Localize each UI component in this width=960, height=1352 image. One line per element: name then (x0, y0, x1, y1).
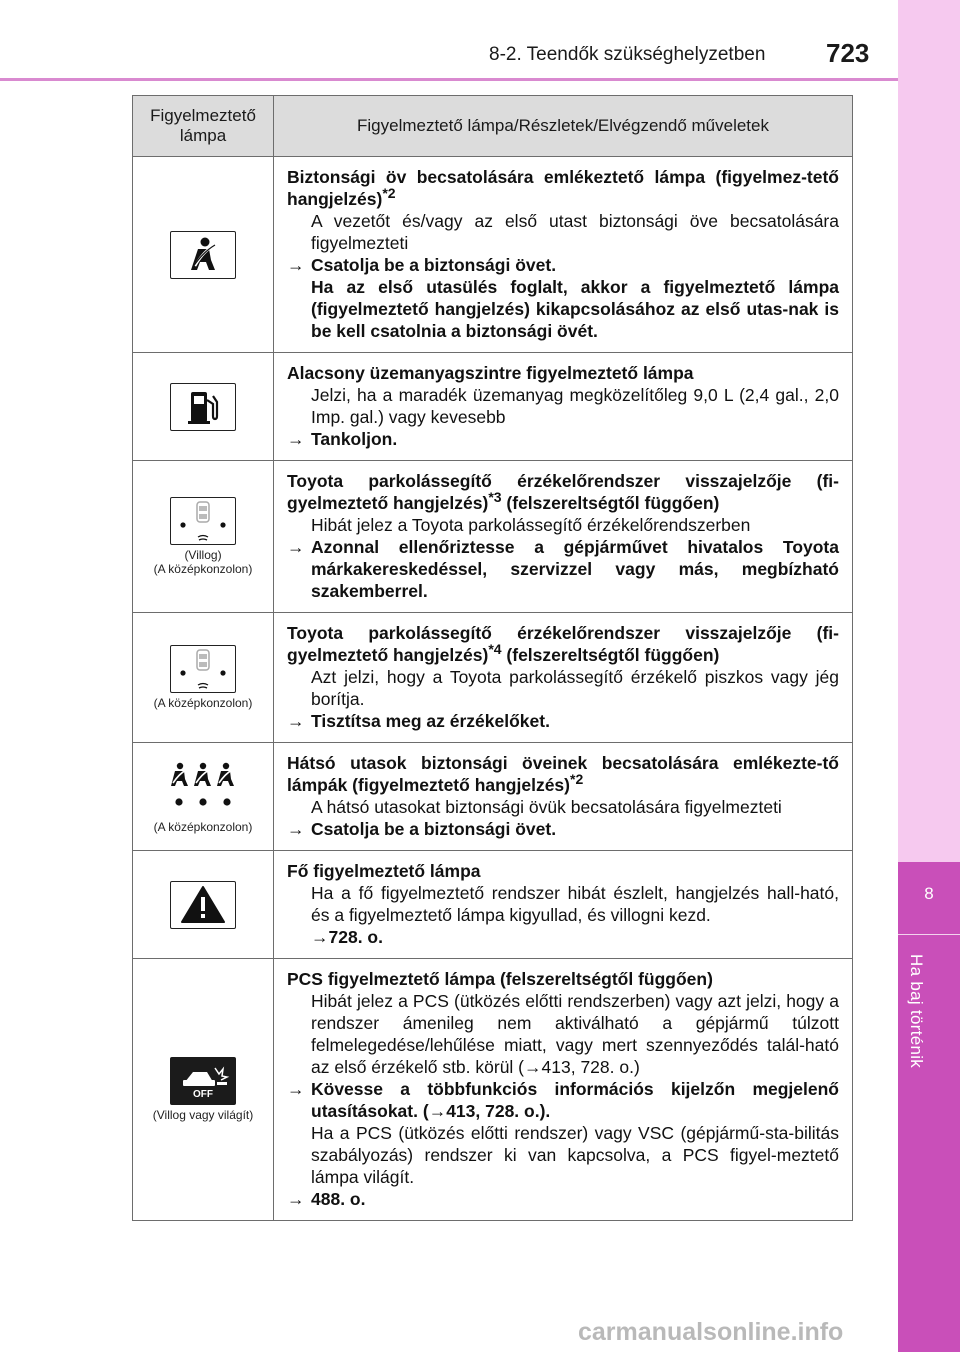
row-action: Csatolja be a biztonsági övet. (311, 819, 557, 839)
row-title: Hátsó utasok biztonsági öveinek becsatolására emlékezte-tő lámpák (figyelmeztető hangjelzés) (287, 753, 839, 795)
page-reference: 413, 728. o.). (446, 1101, 551, 1121)
detail-cell (274, 461, 853, 613)
arrow-icon: → (287, 1189, 305, 1209)
table-row (133, 461, 853, 613)
side-tab-background (898, 0, 960, 862)
page-reference: 488. o. (311, 1189, 366, 1209)
table-row (133, 613, 853, 743)
footnote-mark: *3 (488, 489, 502, 506)
arrow-icon: → (287, 429, 305, 449)
row-description: A hátsó utasokat biztonsági övük becsatolására figyelmezteti (311, 797, 782, 817)
fuel-pump-icon (170, 383, 236, 431)
chapter-title: Ha baj történik (907, 954, 926, 1069)
row-action: Tankoljon. (311, 429, 398, 449)
arrow-icon: → (428, 1101, 447, 1121)
header-rule (0, 78, 898, 81)
row-title: Toyota parkolássegítő érzékelőrendszer visszajelzője (fi-gyelmeztető hangjelzés) (287, 471, 839, 513)
table-row (133, 157, 853, 353)
icon-cell (133, 353, 274, 461)
row-description: Azt jelzi, hogy a Toyota parkolássegítő érzékelő piszkos vagy jég borítja. (311, 667, 839, 709)
row-description: Hibát jelez a Toyota parkolássegítő érzékelőrendszerben (311, 515, 751, 535)
detail-cell (274, 613, 853, 743)
page-reference: 413, 728. o.) (541, 1057, 640, 1077)
arrow-icon: → (311, 927, 329, 947)
row-title: PCS figyelmeztető lámpa (felszereltségtől függően) (287, 969, 713, 989)
icon-caption: (A középkonzolon) (153, 562, 253, 576)
parking-sensor-icon (170, 497, 236, 545)
chapter-tab-divider (898, 934, 960, 935)
col-header-lamp: Figyelmeztető lámpa (133, 96, 274, 157)
pcs-off-label: OFF (193, 1089, 213, 1100)
detail-cell (274, 959, 853, 1221)
row-title: Fő figyelmeztető lámpa (287, 861, 481, 881)
row-action: Kövesse a többfunkciós információs kijelzőn megjelenő utasításokat. ( (311, 1079, 839, 1121)
icon-cell (133, 743, 274, 851)
icon-cell (133, 157, 274, 353)
row-description: A vezetőt és/vagy az első utast biztonsági öve becsatolására figyelmezteti (311, 211, 839, 253)
col-header-details: Figyelmeztető lámpa/Részletek/Elvégzendő műveletek (274, 96, 853, 157)
row-title: Alacsony üzemanyagszintre figyelmeztető lámpa (287, 363, 694, 383)
icon-cell (133, 959, 274, 1221)
icon-caption: (A középkonzolon) (153, 819, 253, 834)
rear-seatbelt-icon (167, 760, 239, 812)
icon-cell (133, 613, 274, 743)
table-row (133, 851, 853, 959)
detail-cell (274, 157, 853, 353)
table-row (133, 959, 853, 1221)
row-title: Toyota parkolássegítő érzékelőrendszer visszajelzője (fi-gyelmeztető hangjelzés) (287, 623, 839, 665)
row-description: Hibát jelez a PCS (ütközés előtti rendszerben) vagy azt jelzi, hogy a rendszer ámenileg nem aktiválható a gépjármű túlzott felmelegedése/lehűlése miatt, vagy mert szennyeződés talál-ható az első érzékelő stb. körül ( (311, 991, 839, 1077)
warning-lamp-table (132, 95, 853, 1221)
table-row (133, 353, 853, 461)
footnote-mark: *4 (488, 641, 502, 658)
row-action: Azonnal ellenőriztesse a gépjárművet hivatalos Toyota márkakereskedéssel, szervizzel vagy más, megbízható szakemberrel. (311, 537, 839, 601)
row-description: Jelzi, ha a maradék üzemanyag megközelítőleg 9,0 L (2,4 gal., 2,0 Imp. gal.) vagy kevesebb (311, 385, 839, 427)
seatbelt-icon (170, 231, 236, 279)
master-warning-icon (170, 881, 236, 929)
icon-caption: (Villog) (184, 548, 222, 562)
row-title-suffix: (felszereltségtől függően) (501, 645, 720, 665)
arrow-icon: → (287, 255, 305, 275)
chapter-number: 8 (924, 884, 934, 903)
page-reference: 728. o. (328, 927, 383, 947)
detail-cell (274, 353, 853, 461)
table-row (133, 743, 853, 851)
icon-caption: (Villog vagy világít) (152, 1108, 254, 1122)
row-description: Ha a fő figyelmeztető rendszer hibát észlelt, hangjelzés hall-ható, és a figyelmeztető lámpa kigyullad, és villogni kezd. (311, 883, 839, 925)
chapter-tab (898, 862, 960, 1352)
arrow-icon: → (524, 1057, 542, 1077)
watermark: carmanualsonline.info (578, 1318, 844, 1346)
icon-caption: (A középkonzolon) (153, 696, 253, 710)
arrow-icon: → (287, 1079, 305, 1099)
footnote-mark: *2 (570, 771, 584, 788)
pcs-off-icon (170, 1057, 236, 1105)
detail-cell (274, 743, 853, 851)
section-title: 8-2. Teendők szükséghelyzetben (489, 44, 766, 65)
row-description-2: Ha a PCS (ütközés előtti rendszer) vagy VSC (gépjármű-sta-bilitás szabályozás) rendszer ki van kapcsolva, a PCS figyel-meztető lámpa világít. (311, 1123, 839, 1187)
arrow-icon: → (287, 711, 305, 731)
row-title: Biztonsági öv becsatolására emlékeztető lámpa (figyelmez-tető hangjelzés) (287, 167, 839, 209)
row-title-suffix: (felszereltségtől függően) (501, 493, 720, 513)
row-extra-note: Ha az első utasülés foglalt, akkor a figyelmeztető lámpa (figyelmeztető hangjelzés) kikapcsolásához az első utas-nak is be kell csatolnia a biztonsági övét. (311, 277, 839, 341)
row-action: Tisztítsa meg az érzékelőket. (311, 711, 550, 731)
arrow-icon: → (287, 537, 305, 557)
page-number: 723 (826, 38, 870, 68)
detail-cell (274, 851, 853, 959)
row-action: Csatolja be a biztonsági övet. (311, 255, 557, 275)
icon-cell (133, 851, 274, 959)
arrow-icon: → (287, 819, 305, 839)
parking-sensor-icon (170, 645, 236, 693)
table-header-row (133, 96, 853, 157)
icon-cell (133, 461, 274, 613)
footnote-mark: *2 (382, 185, 396, 202)
